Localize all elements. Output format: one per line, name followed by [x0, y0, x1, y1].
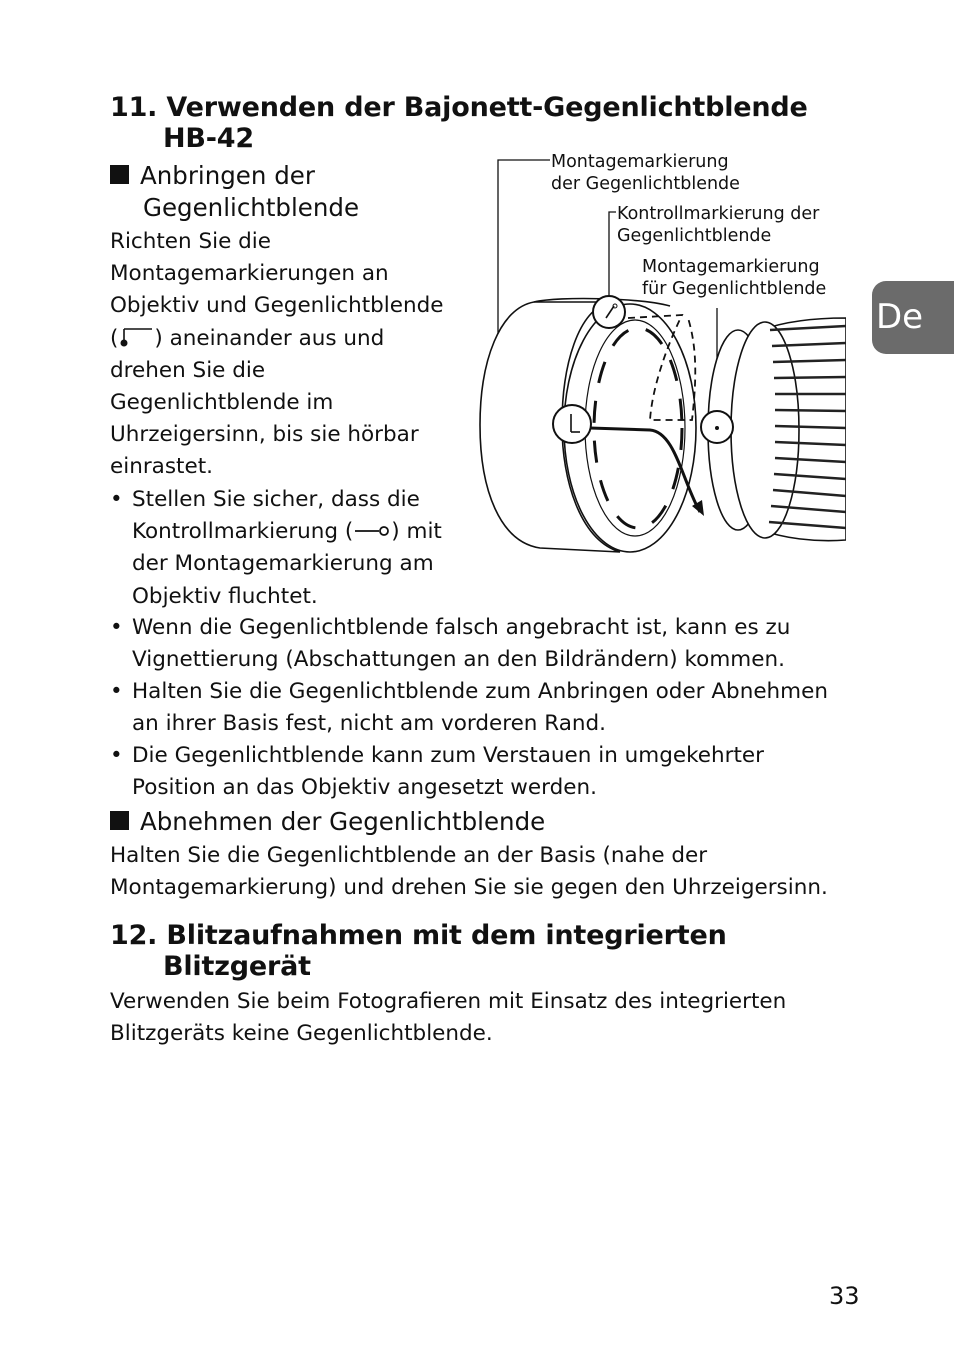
bullet-line: Objektiv fluchtet.: [132, 583, 318, 609]
label-line: Montagemarkierung: [551, 152, 729, 172]
section-11-title-line1: 11. Verwenden der Bajonett-Gegenlichtblende: [110, 92, 808, 123]
attach-body: [110, 226, 443, 484]
lens-front-ring: [731, 322, 799, 538]
section-12-body: [110, 986, 870, 1050]
attach-body-line-rest: ) aneinander aus und: [154, 325, 385, 351]
section-12-title-line1: 12. Blitzaufnahmen mit dem integrierten: [110, 920, 727, 951]
bullet-dot: •: [110, 743, 123, 768]
bullet-line: Halten Sie die Gegenlichtblende zum Anbringen oder Abnehmen: [132, 679, 828, 704]
remove-body-line: Halten Sie die Gegenlichtblende an der Basis (nahe der: [110, 843, 708, 868]
language-tab-label: De: [876, 297, 924, 337]
bullet-line: Die Gegenlichtblende kann zum Verstauen in umgekehrter: [132, 743, 764, 768]
section-12-title-line2: Blitzgerät: [163, 951, 311, 982]
attach-body-line: einrastet.: [110, 454, 213, 480]
remove-body-line: Montagemarkierung) und drehen Sie sie gegen den Uhrzeigersinn.: [110, 875, 828, 901]
label-line: Montagemarkierung: [642, 257, 820, 277]
bullet-item-4: [110, 740, 870, 804]
attach-body-line: Uhrzeigersinn, bis sie hörbar: [110, 422, 419, 448]
attach-body-line: Objektiv und Gegenlichtblende: [110, 293, 444, 319]
attach-body-line: [110, 323, 443, 355]
attach-body-line: drehen Sie die: [110, 357, 266, 383]
bullet-dot: •: [110, 679, 123, 704]
attach-body-line: Montagemarkierungen an: [110, 261, 389, 287]
remove-body: [110, 840, 870, 904]
bullet-line: Position an das Objektiv angesetzt werden.: [132, 775, 597, 801]
attach-body-line: Richten Sie die: [110, 229, 272, 254]
bullet-line: an ihrer Basis fest, nicht am vorderen Rand.: [132, 711, 607, 737]
bullet-line: Vignettierung (Abschattungen an den Bildrändern) kommen.: [132, 647, 785, 673]
attach-heading-line2: Gegenlichtblende: [143, 193, 360, 222]
bullet-dot: •: [110, 615, 123, 640]
bullet-dot: •: [110, 487, 123, 512]
section-11-title: [110, 92, 808, 154]
attach-heading-line1: Anbringen der: [140, 161, 315, 190]
label-line: für Gegenlichtblende: [642, 279, 827, 299]
attach-body-line: Gegenlichtblende im: [110, 390, 334, 416]
bullet-item-2: [110, 612, 870, 676]
section-12-title: [110, 920, 727, 982]
section-11-title-line2: HB-42: [163, 123, 254, 154]
label-line: der Gegenlichtblende: [551, 174, 740, 194]
bullet-item-1: [110, 484, 470, 613]
mount-mark-icon: [118, 326, 154, 348]
section-12-body-line: Verwenden Sie beim Fotografieren mit Einsatz des integrierten: [110, 989, 787, 1014]
bullet-line-part: ) mit: [391, 519, 442, 545]
remove-heading-text: Abnehmen der Gegenlichtblende: [140, 807, 546, 836]
open-paren: (: [110, 325, 119, 351]
square-bullet-icon: [110, 811, 129, 830]
hood-check-mark-circle: [593, 296, 625, 328]
attach-heading: [110, 160, 359, 224]
bullet-line-part: Kontrollmarkierung (: [132, 519, 354, 545]
label-line: Kontrollmarkierung der: [617, 204, 820, 224]
hood-mount-mark-circle: [553, 405, 591, 443]
page-number: 33: [829, 1282, 860, 1310]
label-line: Gegenlichtblende: [617, 226, 772, 246]
leader-line-hood-check: [609, 212, 616, 300]
remove-heading: [110, 806, 545, 838]
language-tab: [872, 281, 954, 354]
check-mark-icon: [353, 521, 391, 541]
lens-hood-diagram: [460, 150, 846, 560]
bullet-line: Stellen Sie sicher, dass die: [132, 487, 420, 512]
square-bullet-icon: [110, 165, 129, 184]
section-12-body-line: Blitzgeräts keine Gegenlichtblende.: [110, 1021, 493, 1047]
bullet-line: der Montagemarkierung am: [132, 551, 434, 577]
bullet-item-3: [110, 676, 870, 740]
bullet-line: [132, 516, 470, 548]
bullet-line: Wenn die Gegenlichtblende falsch angebracht ist, kann es zu: [132, 615, 791, 640]
